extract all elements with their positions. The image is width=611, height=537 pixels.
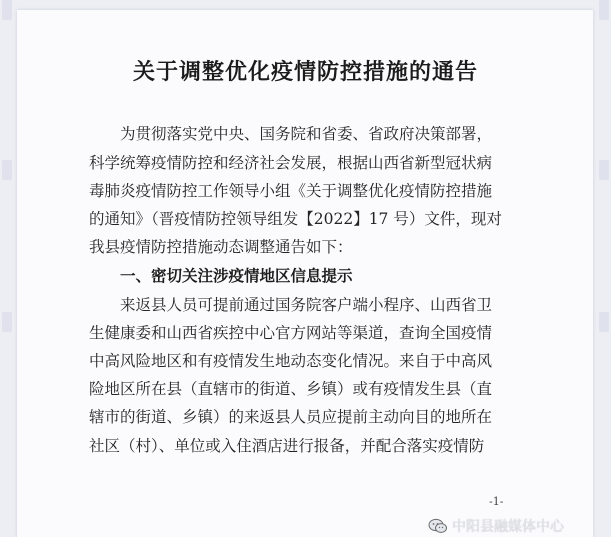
body-line: 毒肺炎疫情防控工作领导小组《关于调整优化疫情防控措施	[89, 182, 493, 200]
page-edge-mark	[2, 312, 12, 332]
watermark	[428, 516, 564, 536]
body-line: 社区（村）、单位或入住酒店进行报备，并配合落实疫情防	[89, 437, 485, 455]
page-edge-mark	[599, 312, 609, 332]
page-edge-mark	[2, 160, 12, 180]
wechat-icon	[428, 518, 448, 534]
body-line: 来返县人员可提前通过国务院客户端小程序、山西省卫	[120, 296, 493, 314]
body-line: 科学统筹疫情防控和经济社会发展，根据山西省新型冠状病	[89, 154, 493, 172]
watermark-text: 中阳县融媒体中心	[452, 519, 564, 535]
document-title: 关于调整优化疫情防控措施的通告	[132, 59, 478, 85]
body-line: 我县疫情防控措施动态调整通告如下：	[89, 238, 353, 256]
body-line: 生健康委和山西省疾控中心官方网站等渠道，查询全国疫情	[89, 324, 493, 342]
section-heading: 一、密切关注涉疫情地区信息提示	[120, 267, 353, 285]
body-line: 险地区所在县（直辖市的街道、乡镇）或有疫情发生县（直	[89, 380, 493, 398]
body-line: 中高风险地区和有疫情发生地动态变化情况。来自于中高风	[89, 352, 493, 370]
body-line: 为贯彻落实党中央、国务院和省委、省政府决策部署，	[120, 125, 493, 143]
page-edge-mark	[2, 0, 12, 20]
page-edge-mark	[599, 0, 609, 20]
body-line: 辖市的街道、乡镇）的来返县人员应提前主动向目的地所在	[89, 408, 493, 426]
page-number: -1-	[489, 495, 504, 508]
page-edge-mark	[599, 160, 609, 180]
body-line: 的通知》（晋疫情防控领导组发【2022】17 号）文件，现对	[89, 210, 502, 228]
